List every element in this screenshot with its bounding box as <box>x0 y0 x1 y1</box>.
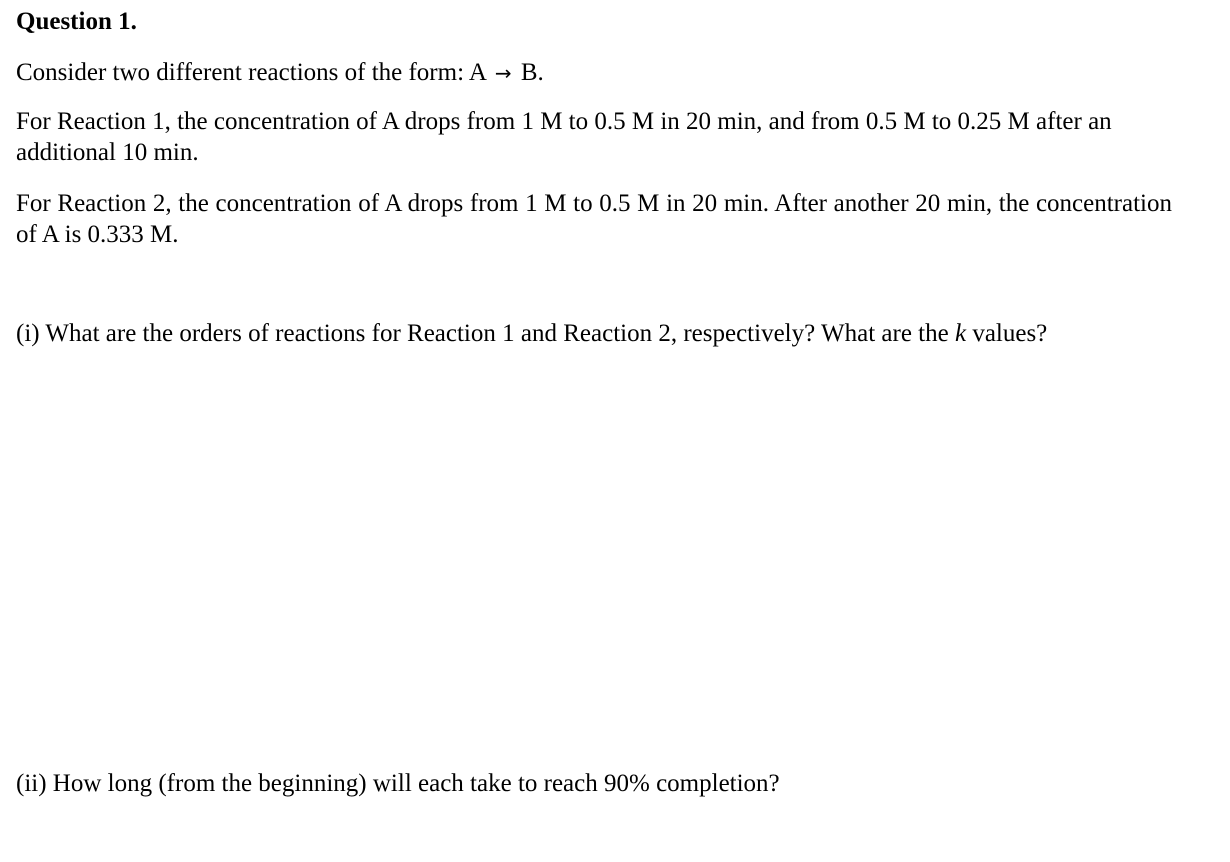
part-i-question <box>16 318 1047 349</box>
reaction-2-paragraph: For Reaction 2, the concentration of A drops from 1 M to 0.5 M in 20 min. After another 20 min, the concentration of A is 0.333 M. <box>16 190 1172 248</box>
intro-suffix: B. <box>520 59 544 86</box>
question-title: Question 1. <box>16 8 137 35</box>
arrow-icon: → <box>494 61 512 85</box>
intro-text: Consider two different reactions of the form: A <box>16 59 486 86</box>
part-i-text: (i) What are the orders of reactions for Reaction 1 and Reaction 2, respectively? What are the <box>16 320 949 347</box>
reaction-1-paragraph: For Reaction 1, the concentration of A drops from 1 M to 0.5 M in 20 min, and from 0.5 M to 0.25 M after an additional 10 min. <box>16 108 1112 166</box>
part-i-suffix: values? <box>972 320 1048 347</box>
intro-paragraph <box>16 57 544 89</box>
part-ii-question: (ii) How long (from the beginning) will each take to reach 90% completion? <box>16 770 780 797</box>
k-variable: k <box>954 320 967 347</box>
